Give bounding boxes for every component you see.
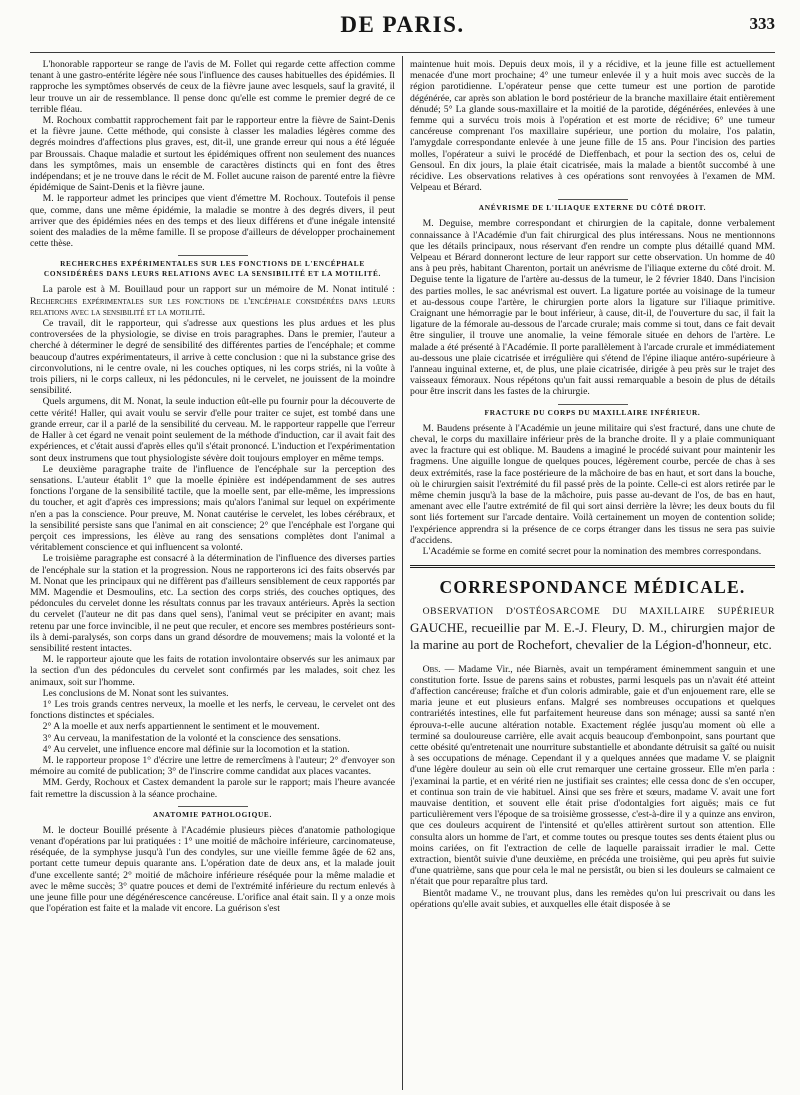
running-title: DE PARIS. (340, 12, 465, 37)
section-heading-anevrisme: ANÉVRISME DE L'ILIAQUE EXTERNE DU CÔTÉ DROIT. (478, 203, 707, 213)
column-divider (402, 56, 403, 1090)
page-header (30, 4, 775, 48)
intro-lead: La parole est à M. Bouillaud pour un rapport sur un mémoire de M. Nonat intitulé : (42, 284, 395, 296)
paragraph-proposition: M. le rapporteur propose 1° d'écrire une lettre de remercîmens à l'auteur; 2° d'envoyer son mémoire au comité de publication; 3° de l'inscrire comme candidat aux places vacantes. (30, 754, 395, 778)
page-number: 333 (749, 14, 775, 33)
paragraph-recherches-1: Ce travail, dit le rapporteur, qui s'adresse aux questions les plus ardues et les plus controversées de la physiologie, se divise en trois paragraphes. Dans le premier, l'auteur a cherché à déterminer le degré de sensibilité des différentes parties de l'encéphale; et comme beaucoup d'autres expérimentateurs, il arrive à cette conclusion : que ni la substance grise des circonvolutions, ni le centre ovale, ni les couches optiques, ni les corps striés, ni la voûte à trois piliers, ni le corps calleux, ni les pédoncules, ni le cervelet, ne jouissent de la moindre sensibilité. (30, 318, 395, 397)
right-column (410, 59, 775, 1093)
paragraph-observation (410, 664, 775, 888)
correspondance-heading: CORRESPONDANCE MÉDICALE. (439, 577, 746, 598)
section-heading-fracture: FRACTURE DU CORPS DU MAXILLAIRE INFÉRIEUR. (484, 407, 701, 417)
observation-title (410, 604, 775, 655)
paragraph-fracture: M. Baudens présente à l'Académie un jeune militaire qui s'est fracturé, dans une chute de cheval, le corps du maxillaire inférieur près de la branche droite. Il y a plaie communiquant avec la fracture qui est oblique. M. Baudens a imaginé le procédé suivant pour maintenir les fragmens. Une aiguille longue de quelques pouces, légèrement courbe, percée de chas à ses deux extrémités, rase la face postérieure de la mâchoire de bas en haut, et sort dans la bouche, où le chirurgien saisit l'extrémité du fil passé près de la pointe. Celle-ci est alors retirée par le même chemin jusqu'à la base de la mâchoire, puis passe au-devant de l'os, de bas en haut, amenant avec elle l'autre extrémité de fil qui sort ainsi derrière la lèvre; les deux bouts du fil sont liés fortement sur l'arcade dentaire. Voilà certainement un moyen de contention solide; l'expérience apprendra si la présence de ce corps étranger dans les tissus ne sera pas suivie d'accidens. (410, 422, 775, 546)
paragraph-conclusions-intro: Les conclusions de M. Nonat sont les suivantes. (42, 687, 229, 699)
conclusion-item-3: 3° Au cerveau, la manifestation de la volonté et la conscience des sensations. (42, 732, 341, 744)
observation-title-author: GAUCHE, recueillie par M. E.-J. Fleury, D. M., chirurgien major de la marine au port de Rochefort, chevalier de la Légion-d'honneur, etc. (410, 619, 775, 653)
obs-label: Obs. (422, 663, 441, 675)
header-rule (30, 52, 775, 53)
conclusion-item-2: 2° A la moelle et aux nerfs appartiennent le sentiment et le mouvement. (42, 721, 320, 733)
paragraph-anatomie-continued: maintenue huit mois. Depuis deux mois, il y a récidive, et la jeune fille est actuellement menacée d'une mort prochaine; 4° une tumeur enlevée il y a huit mois avec succès de la région parotidienne. L'opérateur pense que cette tumeur est une portion de parotide dégénérée, car après son ablation le bord postérieur de la branche maxillaire était entièrement dénudé; 5° La glande sous-maxillaire et la moitié de la parotide, dégénérées, enlevées à une femme qui a survécu trois mois à l'opération et est morte de récidive; 6° une tumeur cancéreuse comprenant l'os maxillaire supérieur, une portion du molaire, l'os palatin, l'amygdale correspondante enlevée à une jeune fille de 15 ans. Pour l'incision des parties molles, l'opérateur a suivi le procédé de Dieffenbach, et pour la section des os, celui de Gensoul. En dix jours, la plaie était cicatrisée, mais la malade a bientôt succombé à une récidive. Les observations relatives à ces opérations sont renvoyées à l'examen de MM. Velpeau et Bérard. (410, 59, 775, 194)
conclusion-item-1: 1° Les trois grands centres nerveux, la moelle et les nerfs, le cerveau, le cervelet ont des fonctions distinctes et spéciales. (30, 698, 395, 722)
paragraph-fievre-1: L'honorable rapporteur se range de l'avis de M. Follet qui regarde cette affection comme tenant à une gastro-entérite légère née sous l'influence des causes habituelles des épidémies. Il rapproche les symptômes observés de ceux de la fièvre jaune avec lesquels, sauf la gravité, il leur trouve un air de ressemblance. Il pense donc qu'elle est comme le premier degré de ce terrible fléau. (30, 59, 395, 115)
paragraph-comite-secret: L'Académie se forme en comité secret pour la nomination des membres correspondans. (422, 545, 762, 557)
section-heading-anatomie: ANATOMIE PATHOLOGIQUE. (152, 809, 273, 819)
section-rule (558, 199, 628, 200)
paragraph-anevrisme: M. Deguise, membre correspondant et chirurgien de la capitale, donne verbalement connaissance à l'Académie d'un fait chirurgical des plus intéressans. Nous ne mentionnons que les détails principaux, nous réservant d'en rendre un compte plus détaillé quand MM. Velpeau et Bérard donneront lecture de leur rapport sur cette observation. Un homme de 40 ans à peu près, habitant Charenton, portait un anévrisme de l'iliaque externe du côté droit. M. Deguise tente la ligature de l'artère au-dessus de la tumeur, le 2 février 1840. Dans l'incision des parties molles, le sac anévrismal est ouvert. La ligature portée au voisinage de la tumeur et au-dessous coupe l'artère, le chirurgien porte alors la ligature sur l'iliaque primitive. Craignant une hémorragie par le bout inférieur, à cause, dit-il, de l'ouverture du sac, il fait la ligature de la fémorale au-dessous de l'arcade crurale; mais comme si tout, dans ce fait devait être singulier, il trouve une anomalie, la veine fémorale située en dehors de l'artère. Le malade a été présenté à l'Académie. Il porte parallèlement à l'arcade crurale et immédiatement au-dessous une plaie cicatrisée et irrégulière qui s'étend de l'épine iliaque antéro-supérieure à l'anneau inguinal externe, et, de plus, une plaie cicatrisée, dirigée à peu près sur le trajet des vaisseaux fémoraux. Nous répétons qu'un fait aussi remarquable a besoin de plus de détails pour être inscrit dans les fastes de la chirurgie. (410, 218, 775, 398)
section-double-rule (410, 565, 775, 568)
paragraph-recherches-intro (30, 284, 395, 318)
section-rule (178, 255, 248, 256)
paragraph-fievre-3: M. le rapporteur admet les principes que vient d'émettre M. Rochoux. Toutefois il pense que, comme, dans une même épidémie, la maladie se montre à des degrés divers, il peut arriver que des épidémies nées en des temps et des lieux différens et d'une inégale intensité soient des maladies de la même famille. Il se propose d'ailleurs de développer prochainement cette thèse. (30, 193, 395, 250)
section-heading-recherches: RECHERCHES EXPÉRIMENTALES SUR LES FONCTIONS DE L'ENCÉPHALE CONSIDÉRÉES DANS LEURS RELATIONS AVEC LA SENSIBILITÉ ET LA MOTILITÉ. (43, 259, 382, 279)
paragraph-anatomie-1: M. le docteur Bouillé présente à l'Académie plusieurs pièces d'anatomie pathologique venant d'opérations par lui pratiquées : 1° une moitié de mâchoire inférieure, carcinomateuse, réséquée, de la symphyse jusqu'à l'un des condyles, sur une vieille femme âgée de 62 ans, portant cette tumeur depuis quarante ans. L'opération date de deux ans, et la malade jouit d'une excellente santé; 2° moitié de mâchoire inférieure réséquée pour la même maladie et avec le même succès; 3° quatre pouces et demi de l'extrémité inférieure du rectum enlevés à une jeune fille pour une dégénérescence cancéreuse. L'orifice anal était sain. Il y a onze mois que l'opération est faite et la malade vit encore. La guérison s'est (30, 824, 395, 915)
paragraph-fievre-2: M. Rochoux combattit rapprochement fait par le rapporteur entre la fièvre de Saint-Denis et la fièvre jaune. Cette méthode, qui consiste à classer les maladies légères comme des degrés moindres d'affections plus graves, est, dit-il, une grande erreur qui nous a été léguée par Broussais. Chaque maladie et surtout les épidémiques offrent non seulement des nuances dans les symptômes, mais un ensemble de caractères distincts qui en font des êtres indépendans; et je ne trouve dans le récit de M. Follet aucune raison de parenté entre la fièvre épidémique de Saint-Denis et la fièvre jaune. (30, 115, 395, 194)
section-rule (178, 806, 248, 807)
section-rule (558, 404, 628, 405)
left-column (30, 59, 395, 1093)
paragraph-recherches-4: Le troisième paragraphe est consacré à la détermination de l'influence des diverses parties de l'encéphale sur la station et la progression. Nous ne rapporterons ici des faits observés par M. Nonat que les principaux qui ne diffèrent pas d'ailleurs sensiblement de ceux rapportés par MM. Magendie et Desmoulins, etc. La section des corps striés, des couches optiques, des pédoncules du cervelet donne les résultats connus par les travaux antérieurs. Après la section du cervelet (l'auteur ne dit pas dans quel sens), l'animal veut se précipiter en avant; mais retenu par une force invincible, il ne peut que reculer, et encore ses membres postérieurs sont-ils à demi-paralysés, son corps dans un grand désordre de mouvemens; mais la volonté et la sensibilité restent intactes. (30, 553, 395, 654)
paragraph-recherches-5: M. le rapporteur ajoute que les faits de rotation involontaire observés sur les animaux par la section d'un des pédoncules du cervelet sont confirmés par les malades, soit chez les animaux, soit sur l'homme. (30, 654, 395, 688)
paragraph-recherches-2: Quels argumens, dit M. Nonat, la seule induction eût-elle pu fournir pour la découverte de cette vérité! Haller, qui avait voulu se servir d'elle pour traiter ce sujet, est tombé dans une grande erreur, car il a parlé de la sensibilité du cerveau. M. le rapporteur rappelle que l'erreur de Haller à cet égard ne venait point seulement de la méthode d'induction, car il avait fait des expériences, et c'était aussi d'après elles qu'il s'était prononcé. L'induction et l'expérimentation sont deux instrumens que tout physiologiste sévère doit toujours employer en même temps. (30, 396, 395, 464)
paragraph-recherches-3: Le deuxième paragraphe traite de l'influence de l'encéphale sur la perception des sensations. L'auteur établit 1° que la moelle épinière est indépendamment de ses autres fonctions l'organe de la sensibilité tactile, que la moelle sent, par elle-même, les impressions du toucher, et agit d'après ces impressions; mais qu'alors l'animal sur lequel on expérimente n'en a pas la conscience. Pour preuve, M. Nonat cautérise le cervelet, les lobes cérébraux, et la sensibilité persiste sans que l'animal en ait conscience; 2° que l'encéphale est l'organe qui perçoit ces impressions, les élève au rang des sensations complètes dont l'animal a véritablement conscience et qui influencent sa volonté. (30, 463, 395, 554)
paragraph-discussion-adjourned: MM. Gerdy, Rochoux et Castex demandent la parole sur le rapport; mais l'heure avancée fait remettre la discussion à la séance prochaine. (30, 777, 395, 800)
observation-title-caps: OBSERVATION D'OSTÉOSARCOME DU MAXILLAIRE SUPÉRIEUR (422, 606, 775, 618)
conclusion-item-4: 4° Au cervelet, une influence encore mal définie sur la locomotion et la station. (42, 743, 350, 755)
memoir-title: Recherches expérimentales sur les fonctions de l'encéphale considérées dans leurs relations avec la sensibilité et la motilité. (30, 295, 395, 318)
observation-text: — Madame Vir., née Biarnès, avait un tempérament éminemment sanguin et une constitution forte. Issue de parens sains et robustes, parmi lesquels pas un n'avait été atteint d'affection cancéreuse; fraîche et d'un coloris admirable, gaie et d'un enjouement rare, elle se maria jeune et eut plusieurs enfans. Malgré ses nombreuses occupations et quelques contrariétés intestines, elle fut parfaitement heureuse dans son ménage; aussi sa santé n'en éprouva-t-elle aucune altération notable. Exactement réglée jusqu'au moment où elle a terminé sa douloureuse carrière, elle avait acquis beaucoup d'embonpoint, sans pourtant que cette obésité qu'entretenait une nourriture substantielle et abondante détruisit sa gaîté ou nuisit à ses occupations de ménage. Cependant il y a quelques années que madame V. se plaignit d'une légère douleur au sein où elle crut remarquer une certaine grosseur. Elle m'en parla : j'examinai la partie, et en vérité rien ne justifiait ses craintes; elle cessa donc de s'en occuper, et continua son train de vie habituel. Ainsi que ses frère et sœurs, madame V. avait une fort mauvaise dentition, et souvent elle était prise d'odontalgies fort aiguës; mais ce fut particulièrement vers l'époque de sa troisième grossesse, c'est-à-dire il y a quinze ans environ, que ces douleurs acquirent de l'intensité et qu'elles attirèrent surtout son attention. Elle consulta alors un homme de l'art, et comme toutes ou presque toutes ses dents étaient plus ou moins cariées, on fit l'extraction de celle de laquelle paraissait irradier le mal. Cette extraction, bientôt suivie d'une deuxième, en précéda une troisième, qui peu après fut suivie d'une quatrième, sans que pour cela le mal ne persistât, ou bien si les douleurs se calmaient ce n'était que pour reparaître plus tard. (410, 663, 775, 888)
paragraph-observation-2: Bientôt madame V., ne trouvant plus, dans les remèdes qu'on lui prescrivait ou dans les opérations qu'elle avait subies, et auxquelles elle était disposée à se (410, 887, 775, 910)
